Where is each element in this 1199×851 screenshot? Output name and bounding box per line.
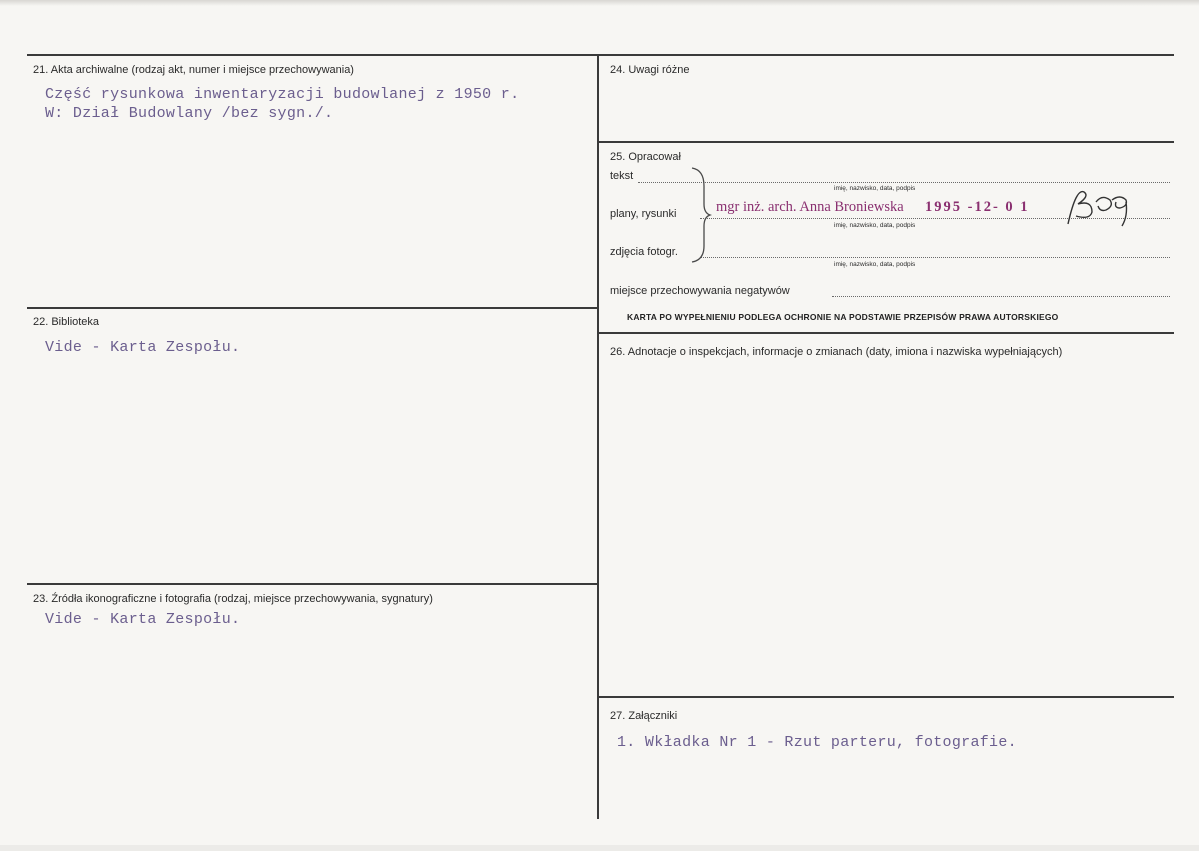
section-26-label: 26. Adnotacje o inspekcjach, informacje o zmianach (daty, imiona i nazwiska wypełniających) [610, 346, 1063, 358]
section-21-label: 21. Akta archiwalne (rodzaj akt, numer i miejsce przechowywania) [33, 64, 354, 76]
author-stamp: mgr inż. arch. Anna Broniewska [716, 199, 904, 215]
section-27-label: 27. Załączniki [610, 710, 678, 722]
rule-22-23 [27, 583, 597, 585]
zdjecia-hint: imię, nazwisko, data, podpis [834, 261, 916, 268]
zdjecia-label: zdjęcia fotogr. [610, 246, 678, 258]
plany-label: plany, rysunki [610, 208, 677, 220]
signature-graphic [1062, 184, 1142, 230]
section-23-value: Vide - Karta Zespołu. [45, 611, 241, 628]
card-bottom-edge [0, 845, 1199, 851]
rule-26-27 [597, 696, 1174, 698]
plany-hint: imię, nazwisko, data, podpis [834, 222, 916, 229]
tekst-label: tekst [610, 170, 634, 182]
tekst-line [638, 182, 1170, 183]
section-23-label: 23. Źródła ikonograficzne i fotografia (rodzaj, miejsce przechowywania, sygnatury) [33, 593, 433, 605]
top-rule [27, 54, 1174, 56]
center-divider [597, 54, 599, 819]
brace-icon [690, 166, 712, 264]
section-22-value: Vide - Karta Zespołu. [45, 339, 241, 356]
signature-text: Bq [1122, 210, 1124, 211]
card-top-edge [0, 0, 1199, 6]
section-22-label: 22. Biblioteka [33, 316, 100, 328]
zdjecia-line [700, 257, 1170, 258]
section-27-value: 1. Wkładka Nr 1 - Rzut parteru, fotografie. [617, 734, 1017, 751]
rule-24-25 [597, 141, 1174, 143]
tekst-hint: imię, nazwisko, data, podpis [834, 185, 916, 192]
copyright-notice: KARTA PO WYPEŁNIENIU PODLEGA OCHRONIE NA PODSTAWIE PRZEPISÓW PRAWA AUTORSKIEGO [627, 312, 1059, 322]
section-21-line-1: Część rysunkowa inwentaryzacji budowlanej z 1950 r. [45, 86, 520, 103]
section-24-label: 24. Uwagi różne [610, 64, 690, 76]
section-21-line-2: W: Dział Budowlany /bez sygn./. [45, 105, 334, 122]
rule-21-22 [27, 307, 597, 309]
negatywy-label: miejsce przechowywania negatywów [610, 285, 790, 297]
section-25-label: 25. Opracował [610, 151, 681, 163]
negatywy-line [832, 296, 1170, 297]
stamp-date: 1995 -12- 0 1 [925, 199, 1030, 215]
rule-25-26 [597, 332, 1174, 334]
